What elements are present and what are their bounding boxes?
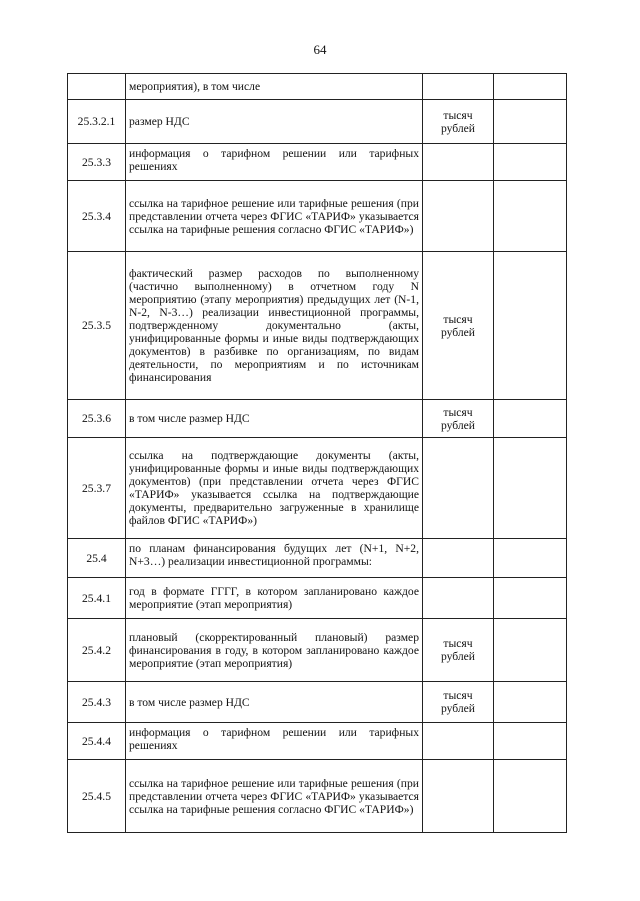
table-row — [68, 438, 567, 539]
row-value — [494, 438, 567, 539]
row-number: 25.4.1 — [68, 578, 126, 619]
row-value — [494, 400, 567, 438]
table-row — [68, 539, 567, 578]
row-number: 25.3.2.1 — [68, 100, 126, 144]
row-number: 25.4.2 — [68, 619, 126, 682]
row-number — [68, 74, 126, 100]
table-row — [68, 760, 567, 833]
row-unit — [423, 144, 494, 181]
row-value — [494, 74, 567, 100]
row-description: мероприятия), в том числе — [126, 74, 423, 100]
row-unit — [423, 438, 494, 539]
table-row — [68, 74, 567, 100]
table-row — [68, 578, 567, 619]
row-description: информация о тарифном решении или тарифных решениях — [126, 144, 423, 181]
row-unit: тысяч рублей — [423, 682, 494, 723]
row-description: размер НДС — [126, 100, 423, 144]
row-number: 25.4.3 — [68, 682, 126, 723]
row-description: фактический размер расходов по выполненному (частично выполненному) в отчетном году N мероприятию (этапу мероприятия) предыдущих лет (N-1, N-2, N-3…) реализации инвестиционной программы, подтвержденному документально (акты, унифицированные формы и иные виды подтверждающих документов) в разбивке по организациям, по видам деятельности, по мероприятиям и по источникам финансирования — [126, 252, 423, 400]
row-value — [494, 723, 567, 760]
row-description: информация о тарифном решении или тарифных решениях — [126, 723, 423, 760]
table-row — [68, 723, 567, 760]
row-number: 25.3.6 — [68, 400, 126, 438]
table-row — [68, 144, 567, 181]
row-description: год в формате ГГГГ, в котором запланировано каждое мероприятие (этап мероприятия) — [126, 578, 423, 619]
table-row — [68, 619, 567, 682]
table-row — [68, 400, 567, 438]
row-number: 25.3.3 — [68, 144, 126, 181]
row-number: 25.3.4 — [68, 181, 126, 252]
row-value — [494, 181, 567, 252]
row-value — [494, 578, 567, 619]
row-value — [494, 619, 567, 682]
row-unit — [423, 181, 494, 252]
row-unit — [423, 539, 494, 578]
row-description: ссылка на подтверждающие документы (акты, унифицированные формы и иные виды подтверждающих документов) (при представлении отчета через ФГИС «ТАРИФ» указывается ссылка на подтверждающие документы, предварительно загруженные в хранилище файлов ФГИС «ТАРИФ») — [126, 438, 423, 539]
row-unit: тысяч рублей — [423, 100, 494, 144]
row-unit: тысяч рублей — [423, 400, 494, 438]
row-description: ссылка на тарифное решение или тарифные решения (при представлении отчета через ФГИС «ТАРИФ» указывается ссылка на тарифные решения согласно ФГИС «ТАРИФ») — [126, 181, 423, 252]
row-value — [494, 100, 567, 144]
row-value — [494, 539, 567, 578]
row-unit — [423, 723, 494, 760]
row-description: ссылка на тарифное решение или тарифные решения (при представлении отчета через ФГИС «ТАРИФ» указывается ссылка на тарифные решения согласно ФГИС «ТАРИФ») — [126, 760, 423, 833]
row-unit: тысяч рублей — [423, 252, 494, 400]
table-row — [68, 682, 567, 723]
row-number: 25.4.4 — [68, 723, 126, 760]
row-number: 25.4 — [68, 539, 126, 578]
table-row — [68, 181, 567, 252]
indicator-table — [67, 73, 567, 833]
page-number: 64 — [313, 42, 327, 57]
row-number: 25.3.7 — [68, 438, 126, 539]
row-unit — [423, 760, 494, 833]
row-number: 25.4.5 — [68, 760, 126, 833]
row-description: в том числе размер НДС — [126, 682, 423, 723]
row-description: плановый (скорректированный плановый) размер финансирования в году, в котором запланировано каждое мероприятие (этап мероприятия) — [126, 619, 423, 682]
table-row — [68, 252, 567, 400]
row-value — [494, 252, 567, 400]
row-unit — [423, 578, 494, 619]
row-value — [494, 682, 567, 723]
row-description: в том числе размер НДС — [126, 400, 423, 438]
row-value — [494, 144, 567, 181]
row-value — [494, 760, 567, 833]
row-description: по планам финансирования будущих лет (N+1, N+2, N+3…) реализации инвестиционной программы: — [126, 539, 423, 578]
row-unit: тысяч рублей — [423, 619, 494, 682]
row-unit — [423, 74, 494, 100]
row-number: 25.3.5 — [68, 252, 126, 400]
table-row — [68, 100, 567, 144]
